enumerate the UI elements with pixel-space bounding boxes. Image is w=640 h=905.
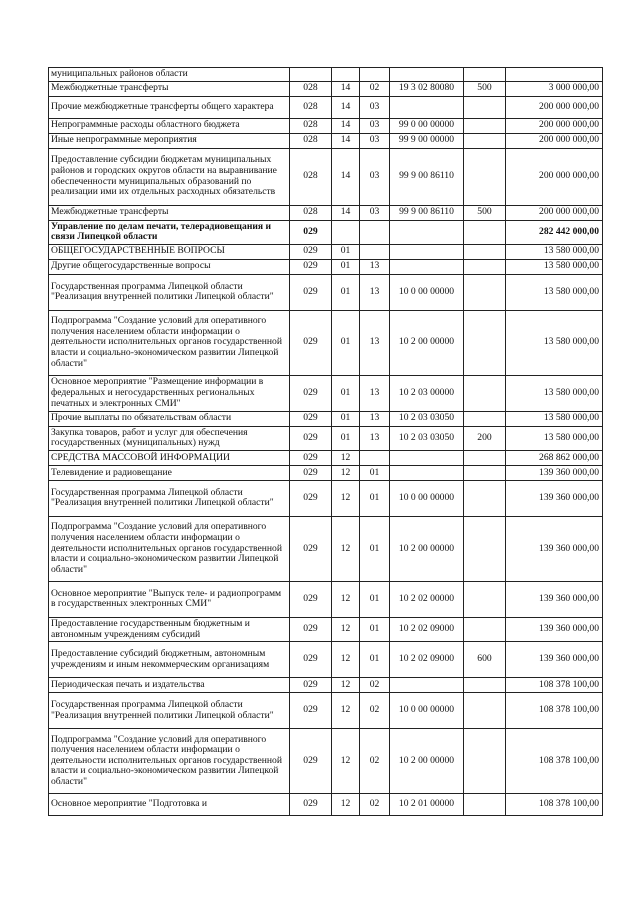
table-row (49, 693, 603, 729)
row-target-article (390, 678, 464, 693)
row-amount: 139 360 000,00 (506, 480, 603, 516)
row-ved-code: 029 (290, 516, 332, 581)
table-row (49, 465, 603, 480)
row-section-code: 14 (332, 118, 360, 133)
row-subsection-code: 13 (360, 274, 390, 310)
row-name: Предоставление субсидии бюджетам муниципальных районов и городских округов области на выравнивание обеспеченности муниципальных образований по реализации ими их отдельных расходных обязательств (49, 148, 290, 205)
row-name: Периодическая печать и издательства (49, 678, 290, 693)
row-expense-type: 500 (464, 81, 506, 96)
table-row (49, 133, 603, 148)
row-subsection-code: 13 (360, 411, 390, 426)
row-name: Подпрограмма "Создание условий для оперативного получения населением области информации о деятельности исполнительных органов государственной власти и социально-экономическом развитии Липецкой области" (49, 310, 290, 375)
row-name: Предоставление государственным бюджетным и автономным учреждениям субсидий (49, 617, 290, 641)
row-ved-code: 029 (290, 244, 332, 259)
row-target-article: 10 2 01 00000 (390, 794, 464, 816)
row-amount: 13 580 000,00 (506, 244, 603, 259)
row-name: Межбюджетные трансферты (49, 205, 290, 220)
table-row (49, 450, 603, 465)
row-ved-code (290, 68, 332, 82)
row-ved-code: 029 (290, 426, 332, 450)
row-expense-type (464, 516, 506, 581)
row-subsection-code: 13 (360, 375, 390, 411)
row-expense-type (464, 480, 506, 516)
row-subsection-code: 02 (360, 794, 390, 816)
row-expense-type (464, 274, 506, 310)
row-expense-type (464, 581, 506, 617)
row-target-article (390, 220, 464, 244)
row-amount: 13 580 000,00 (506, 274, 603, 310)
row-expense-type (464, 794, 506, 816)
row-subsection-code: 03 (360, 205, 390, 220)
row-name: Иные непрограммные мероприятия (49, 133, 290, 148)
row-subsection-code: 01 (360, 516, 390, 581)
row-section-code: 01 (332, 259, 360, 274)
row-subsection-code (360, 68, 390, 82)
row-target-article (390, 259, 464, 274)
row-name: Основное мероприятие "Размещение информации в федеральных и негосударственных региональных печатных и электронных СМИ" (49, 375, 290, 411)
row-target-article: 10 2 02 00000 (390, 581, 464, 617)
table-row (49, 411, 603, 426)
row-section-code: 14 (332, 96, 360, 118)
row-section-code: 14 (332, 205, 360, 220)
row-expense-type (464, 118, 506, 133)
row-target-article: 99 0 00 00000 (390, 118, 464, 133)
row-amount: 108 378 100,00 (506, 693, 603, 729)
row-section-code (332, 68, 360, 82)
table-row (49, 581, 603, 617)
row-name: Подпрограмма "Создание условий для оперативного получения населением области информации о деятельности исполнительных органов государственной власти и социально-экономическом развитии Липецкой области" (49, 729, 290, 794)
row-amount: 200 000 000,00 (506, 96, 603, 118)
row-section-code: 12 (332, 581, 360, 617)
row-section-code: 01 (332, 310, 360, 375)
table-row (49, 375, 603, 411)
row-section-code: 01 (332, 375, 360, 411)
row-ved-code: 029 (290, 581, 332, 617)
row-ved-code: 029 (290, 794, 332, 816)
row-ved-code: 029 (290, 310, 332, 375)
row-ved-code: 029 (290, 729, 332, 794)
row-name: Государственная программа Липецкой области "Реализация внутренней политики Липецкой области" (49, 274, 290, 310)
row-ved-code: 029 (290, 678, 332, 693)
row-amount: 200 000 000,00 (506, 205, 603, 220)
table-row (49, 259, 603, 274)
table-row (49, 480, 603, 516)
row-name: Другие общегосударственные вопросы (49, 259, 290, 274)
row-ved-code: 028 (290, 96, 332, 118)
table-row (49, 617, 603, 641)
table-row (49, 81, 603, 96)
table-row (49, 516, 603, 581)
row-subsection-code: 02 (360, 693, 390, 729)
table-row (49, 96, 603, 118)
row-amount: 13 580 000,00 (506, 411, 603, 426)
row-target-article: 10 2 03 03050 (390, 426, 464, 450)
row-section-code: 12 (332, 480, 360, 516)
row-expense-type (464, 133, 506, 148)
row-expense-type (464, 678, 506, 693)
row-ved-code: 028 (290, 205, 332, 220)
row-ved-code: 028 (290, 133, 332, 148)
row-section-code: 12 (332, 617, 360, 641)
row-name: Прочие межбюджетные трансферты общего характера (49, 96, 290, 118)
row-amount: 108 378 100,00 (506, 729, 603, 794)
row-target-article: 99 9 00 00000 (390, 133, 464, 148)
row-amount (506, 68, 603, 82)
row-expense-type (464, 411, 506, 426)
row-name: Непрограммные расходы областного бюджета (49, 118, 290, 133)
row-expense-type (464, 617, 506, 641)
row-section-code: 01 (332, 274, 360, 310)
row-ved-code: 029 (290, 259, 332, 274)
row-amount: 200 000 000,00 (506, 118, 603, 133)
row-ved-code: 029 (290, 465, 332, 480)
row-section-code: 12 (332, 516, 360, 581)
table-row (49, 118, 603, 133)
row-subsection-code: 02 (360, 729, 390, 794)
table-row (49, 678, 603, 693)
row-section-code: 12 (332, 450, 360, 465)
row-amount: 13 580 000,00 (506, 259, 603, 274)
budget-table (48, 67, 603, 816)
row-ved-code: 029 (290, 480, 332, 516)
row-subsection-code (360, 244, 390, 259)
row-target-article (390, 465, 464, 480)
row-name: Основное мероприятие "Выпуск теле- и радиопрограмм в государственных электронных СМИ" (49, 581, 290, 617)
row-amount: 13 580 000,00 (506, 426, 603, 450)
row-subsection-code: 01 (360, 642, 390, 678)
row-section-code: 14 (332, 81, 360, 96)
row-ved-code: 028 (290, 118, 332, 133)
row-target-article (390, 450, 464, 465)
row-name: Телевидение и радиовещание (49, 465, 290, 480)
table-row (49, 794, 603, 816)
row-section-code: 12 (332, 678, 360, 693)
row-amount: 139 360 000,00 (506, 581, 603, 617)
row-section-code (332, 220, 360, 244)
row-ved-code: 029 (290, 693, 332, 729)
row-section-code: 12 (332, 794, 360, 816)
row-amount: 139 360 000,00 (506, 465, 603, 480)
row-target-article: 19 3 02 80080 (390, 81, 464, 96)
row-expense-type (464, 693, 506, 729)
row-name: Подпрограмма "Создание условий для оперативного получения населением области информации о деятельности исполнительных органов государственной власти и социально-экономическом развитии Липецкой области" (49, 516, 290, 581)
row-amount: 13 580 000,00 (506, 375, 603, 411)
row-name: Межбюджетные трансферты (49, 81, 290, 96)
row-name: Закупка товаров, работ и услуг для обеспечения государственных (муниципальных) нужд (49, 426, 290, 450)
row-amount: 200 000 000,00 (506, 148, 603, 205)
row-section-code: 14 (332, 133, 360, 148)
row-name: Государственная программа Липецкой области "Реализация внутренней политики Липецкой области" (49, 693, 290, 729)
row-ved-code: 029 (290, 274, 332, 310)
row-name: Государственная программа Липецкой области "Реализация внутренней политики Липецкой области" (49, 480, 290, 516)
row-subsection-code: 03 (360, 118, 390, 133)
row-name: муниципальных районов области (49, 68, 290, 82)
row-expense-type (464, 375, 506, 411)
row-expense-type (464, 259, 506, 274)
row-name: Предоставление субсидий бюджетным, автономным учреждениям и иным некоммерческим организациям (49, 642, 290, 678)
budget-sheet (48, 67, 602, 816)
row-ved-code: 028 (290, 81, 332, 96)
row-subsection-code: 01 (360, 465, 390, 480)
table-row (49, 148, 603, 205)
row-target-article: 10 2 02 09000 (390, 642, 464, 678)
row-ved-code: 029 (290, 220, 332, 244)
row-subsection-code: 13 (360, 310, 390, 375)
row-target-article (390, 244, 464, 259)
table-row (49, 642, 603, 678)
row-name: СРЕДСТВА МАССОВОЙ ИНФОРМАЦИИ (49, 450, 290, 465)
row-amount: 268 862 000,00 (506, 450, 603, 465)
row-target-article: 99 9 00 86110 (390, 148, 464, 205)
row-expense-type (464, 465, 506, 480)
row-target-article: 10 0 00 00000 (390, 693, 464, 729)
row-ved-code: 029 (290, 642, 332, 678)
table-row (49, 220, 603, 244)
row-target-article: 10 2 03 03050 (390, 411, 464, 426)
row-target-article: 10 2 00 00000 (390, 516, 464, 581)
row-amount: 3 000 000,00 (506, 81, 603, 96)
row-target-article: 10 2 03 00000 (390, 375, 464, 411)
table-row (49, 205, 603, 220)
row-expense-type (464, 729, 506, 794)
row-expense-type (464, 244, 506, 259)
row-section-code: 12 (332, 729, 360, 794)
row-subsection-code: 03 (360, 148, 390, 205)
row-section-code: 14 (332, 148, 360, 205)
row-section-code: 12 (332, 642, 360, 678)
row-ved-code: 029 (290, 617, 332, 641)
row-subsection-code: 13 (360, 259, 390, 274)
row-target-article (390, 96, 464, 118)
row-name: Прочие выплаты по обязательствам области (49, 411, 290, 426)
row-target-article (390, 68, 464, 82)
row-ved-code: 029 (290, 411, 332, 426)
row-amount: 139 360 000,00 (506, 617, 603, 641)
row-ved-code: 029 (290, 450, 332, 465)
row-section-code: 01 (332, 244, 360, 259)
row-name: Управление по делам печати, телерадиовещания и связи Липецкой области (49, 220, 290, 244)
row-target-article: 10 0 00 00000 (390, 480, 464, 516)
row-subsection-code: 01 (360, 480, 390, 516)
row-subsection-code (360, 220, 390, 244)
row-subsection-code: 02 (360, 81, 390, 96)
table-row (49, 426, 603, 450)
row-subsection-code: 03 (360, 133, 390, 148)
row-amount: 13 580 000,00 (506, 310, 603, 375)
row-ved-code: 028 (290, 148, 332, 205)
row-target-article: 10 0 00 00000 (390, 274, 464, 310)
row-subsection-code: 02 (360, 678, 390, 693)
row-target-article: 10 2 02 09000 (390, 617, 464, 641)
row-amount: 139 360 000,00 (506, 642, 603, 678)
row-section-code: 12 (332, 465, 360, 480)
table-row (49, 729, 603, 794)
row-subsection-code: 01 (360, 617, 390, 641)
row-expense-type (464, 96, 506, 118)
row-expense-type: 600 (464, 642, 506, 678)
row-expense-type (464, 220, 506, 244)
row-expense-type: 200 (464, 426, 506, 450)
budget-table-body (49, 68, 603, 816)
row-section-code: 01 (332, 411, 360, 426)
row-section-code: 12 (332, 693, 360, 729)
table-row (49, 244, 603, 259)
row-amount: 108 378 100,00 (506, 794, 603, 816)
row-subsection-code (360, 450, 390, 465)
row-target-article: 10 2 00 00000 (390, 310, 464, 375)
row-section-code: 01 (332, 426, 360, 450)
table-row (49, 310, 603, 375)
row-name: Основное мероприятие "Подготовка и (49, 794, 290, 816)
row-expense-type (464, 310, 506, 375)
row-expense-type (464, 68, 506, 82)
row-amount: 139 360 000,00 (506, 516, 603, 581)
row-name: ОБЩЕГОСУДАРСТВЕННЫЕ ВОПРОСЫ (49, 244, 290, 259)
row-amount: 200 000 000,00 (506, 133, 603, 148)
row-amount: 108 378 100,00 (506, 678, 603, 693)
row-amount: 282 442 000,00 (506, 220, 603, 244)
row-subsection-code: 01 (360, 581, 390, 617)
row-expense-type (464, 148, 506, 205)
row-target-article: 99 9 00 86110 (390, 205, 464, 220)
row-subsection-code: 13 (360, 426, 390, 450)
row-subsection-code: 03 (360, 96, 390, 118)
row-ved-code: 029 (290, 375, 332, 411)
row-target-article: 10 2 00 00000 (390, 729, 464, 794)
table-row (49, 274, 603, 310)
row-expense-type (464, 450, 506, 465)
table-row (49, 68, 603, 82)
row-expense-type: 500 (464, 205, 506, 220)
